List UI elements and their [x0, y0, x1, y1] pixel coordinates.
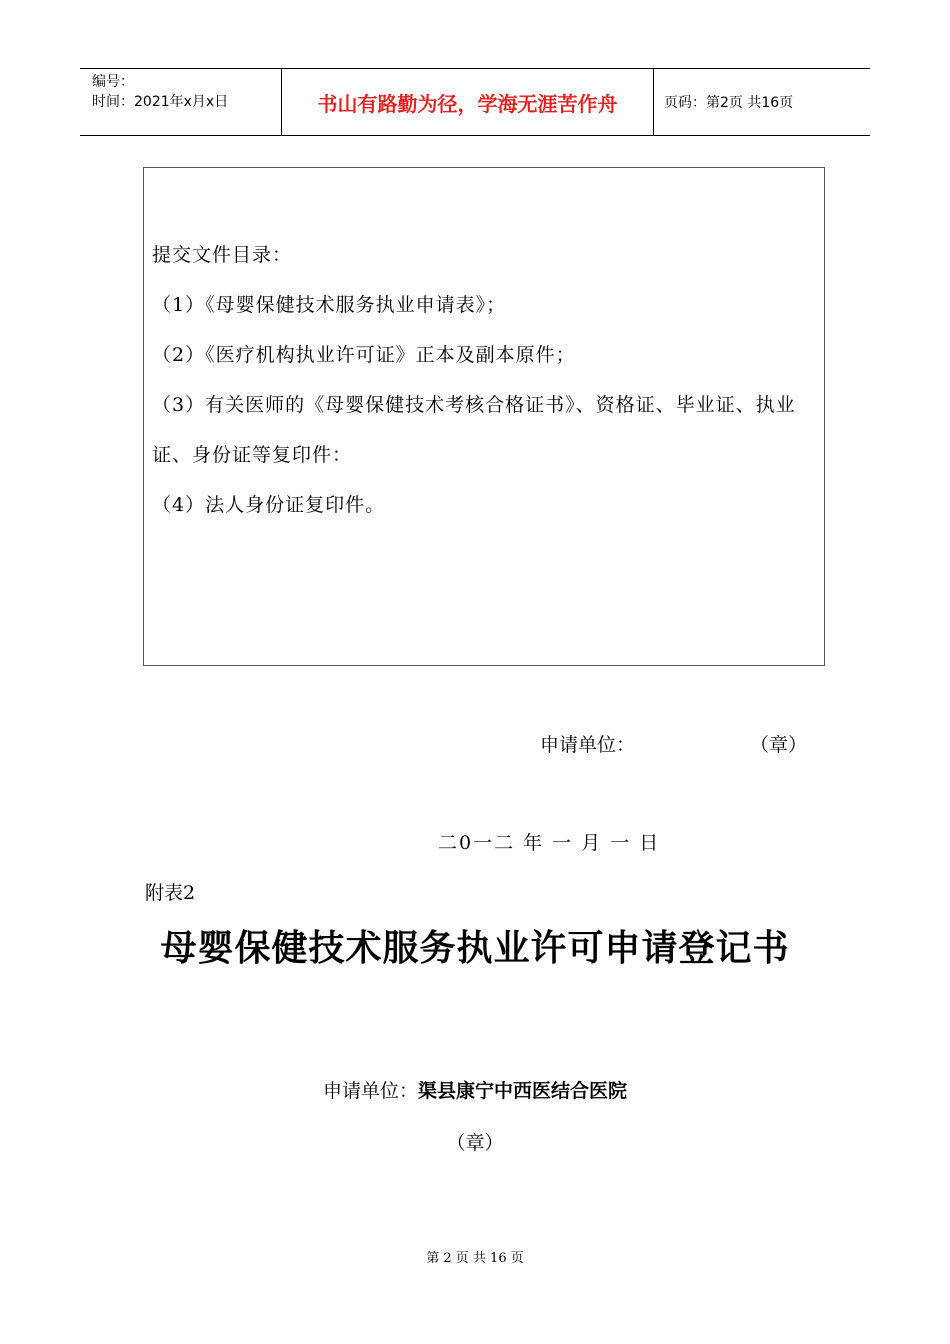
document-header [80, 68, 870, 136]
attachment-seal: （章） [446, 1132, 504, 1154]
list-item: （4）法人身份证复印件。 [152, 494, 386, 516]
seal-placeholder: （章） [750, 734, 808, 756]
list-item: （1）《母婴保健技术服务执业申请表》； [152, 294, 507, 316]
list-item: （3）有关医师的《母婴保健技术考核合格证书》、资格证、毕业证、执业证、身份证等复印件： [152, 394, 796, 466]
applicant-label: 申请单位： [540, 734, 636, 756]
attachment-title: 母婴保健技术服务执业许可申请登记书 [160, 927, 790, 969]
document-list [152, 230, 818, 530]
document-list-heading: 提交文件目录： [152, 244, 293, 266]
header-page-number: 页码：第2页 共16页 [664, 95, 794, 111]
document-list-box [143, 167, 825, 666]
number-label: 编号： [92, 74, 134, 90]
applicant-unit [0, 1076, 950, 1103]
attachment-label: 附表2 [145, 882, 196, 904]
applicant-unit-label: 申请单位： [322, 1080, 418, 1102]
header-motto: 书山有路勤为径，学海无涯苦作舟 [282, 69, 654, 135]
list-item: （2）《医疗机构执业许可证》正本及副本原件； [152, 344, 576, 366]
page-footer: 第 2 页 共 16 页 [426, 1251, 524, 1266]
header-meta [80, 69, 282, 135]
time-label: 时间：2021年x月x日 [92, 94, 229, 110]
applicant-unit-value: 渠县康宁中西医结合医院 [418, 1080, 628, 1102]
signature-date: 二0一二 年 一 月 一 日 [438, 832, 661, 854]
